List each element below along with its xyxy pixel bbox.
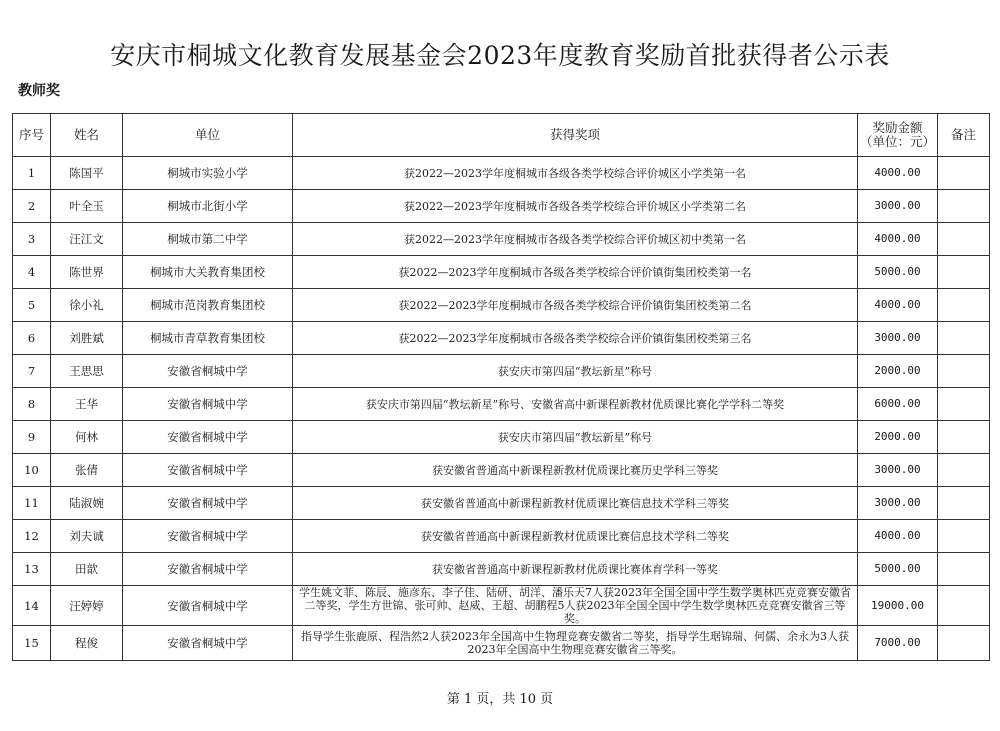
cell-seq: 2 xyxy=(13,190,51,223)
cell-seq: 3 xyxy=(13,223,51,256)
table-row xyxy=(13,553,990,586)
cell-name: 何林 xyxy=(51,421,123,454)
cell-remark xyxy=(938,487,990,520)
cell-seq: 8 xyxy=(13,388,51,421)
cell-amount: 4000.00 xyxy=(858,223,938,256)
cell-seq: 5 xyxy=(13,289,51,322)
cell-unit: 安徽省桐城中学 xyxy=(123,388,293,421)
cell-unit: 安徽省桐城中学 xyxy=(123,421,293,454)
cell-name: 田歆 xyxy=(51,553,123,586)
cell-amount: 4000.00 xyxy=(858,157,938,190)
cell-amount: 3000.00 xyxy=(858,190,938,223)
cell-award: 获2022—2023学年度桐城市各级各类学校综合评价城区初中类第一名 xyxy=(293,223,858,256)
cell-seq: 1 xyxy=(13,157,51,190)
cell-unit: 安徽省桐城中学 xyxy=(123,454,293,487)
cell-award: 获2022—2023学年度桐城市各级各类学校综合评价镇街集团校类第三名 xyxy=(293,322,858,355)
cell-seq: 14 xyxy=(13,586,51,626)
cell-remark xyxy=(938,289,990,322)
cell-award: 获安徽省普通高中新课程新教材优质课比赛信息技术学科三等奖 xyxy=(293,487,858,520)
cell-amount: 2000.00 xyxy=(858,421,938,454)
cell-amount: 3000.00 xyxy=(858,487,938,520)
cell-unit: 安徽省桐城中学 xyxy=(123,520,293,553)
table-row xyxy=(13,586,990,626)
cell-unit: 安徽省桐城中学 xyxy=(123,487,293,520)
cell-award: 获2022—2023学年度桐城市各级各类学校综合评价镇街集团校类第二名 xyxy=(293,289,858,322)
cell-remark xyxy=(938,322,990,355)
table-row xyxy=(13,421,990,454)
cell-award: 指导学生张鹿原、程浩然2人获2023年全国高中生物理竞赛安徽省二等奖，指导学生琚锦瑞、何儒、余永为3人获2023年全国高中生物理竞赛安徽省三等奖。 xyxy=(293,626,858,661)
table-row xyxy=(13,223,990,256)
cell-amount: 6000.00 xyxy=(858,388,938,421)
cell-remark xyxy=(938,520,990,553)
cell-seq: 11 xyxy=(13,487,51,520)
cell-seq: 6 xyxy=(13,322,51,355)
cell-seq: 9 xyxy=(13,421,51,454)
page-footer: 第 1 页，共 10 页 xyxy=(446,692,554,707)
cell-unit: 桐城市青草教育集团校 xyxy=(123,322,293,355)
table-row xyxy=(13,626,990,661)
table-row xyxy=(13,190,990,223)
header-remark: 备注 xyxy=(938,114,990,157)
cell-unit: 桐城市北街小学 xyxy=(123,190,293,223)
section-heading: 教师奖 xyxy=(18,83,60,99)
cell-award: 获安庆市第四届“教坛新星”称号 xyxy=(293,355,858,388)
cell-seq: 15 xyxy=(13,626,51,661)
cell-unit: 安徽省桐城中学 xyxy=(123,586,293,626)
table-header-row xyxy=(13,114,990,157)
cell-award: 获安徽省普通高中新课程新教材优质课比赛信息技术学科二等奖 xyxy=(293,520,858,553)
cell-seq: 7 xyxy=(13,355,51,388)
cell-amount: 3000.00 xyxy=(858,322,938,355)
cell-unit: 安徽省桐城中学 xyxy=(123,626,293,661)
cell-award: 获2022—2023学年度桐城市各级各类学校综合评价镇街集团校类第一名 xyxy=(293,256,858,289)
cell-name: 陆淑婉 xyxy=(51,487,123,520)
cell-award: 获2022—2023学年度桐城市各级各类学校综合评价城区小学类第二名 xyxy=(293,190,858,223)
table-row xyxy=(13,256,990,289)
cell-remark xyxy=(938,157,990,190)
cell-amount: 19000.00 xyxy=(858,586,938,626)
cell-unit: 桐城市实验小学 xyxy=(123,157,293,190)
cell-amount: 2000.00 xyxy=(858,355,938,388)
award-table xyxy=(12,113,990,661)
cell-remark xyxy=(938,421,990,454)
table-row xyxy=(13,355,990,388)
cell-amount: 4000.00 xyxy=(858,289,938,322)
cell-name: 王华 xyxy=(51,388,123,421)
cell-amount: 7000.00 xyxy=(858,626,938,661)
table-row xyxy=(13,520,990,553)
header-name: 姓名 xyxy=(51,114,123,157)
cell-remark xyxy=(938,355,990,388)
cell-name: 叶全玉 xyxy=(51,190,123,223)
cell-name: 陈世界 xyxy=(51,256,123,289)
cell-remark xyxy=(938,553,990,586)
cell-unit: 桐城市第二中学 xyxy=(123,223,293,256)
header-amount xyxy=(858,114,938,157)
cell-remark xyxy=(938,626,990,661)
cell-name: 王思思 xyxy=(51,355,123,388)
table-row xyxy=(13,322,990,355)
header-amount-line2: （单位：元） xyxy=(859,134,935,149)
cell-award: 获安庆市第四届“教坛新星”称号、安徽省高中新课程新教材优质课比赛化学学科二等奖 xyxy=(293,388,858,421)
cell-name: 汪江文 xyxy=(51,223,123,256)
cell-name: 徐小礼 xyxy=(51,289,123,322)
table-row xyxy=(13,289,990,322)
cell-remark xyxy=(938,454,990,487)
table-row xyxy=(13,454,990,487)
cell-remark xyxy=(938,256,990,289)
cell-remark xyxy=(938,586,990,626)
cell-remark xyxy=(938,223,990,256)
cell-name: 刘夫诚 xyxy=(51,520,123,553)
cell-remark xyxy=(938,388,990,421)
cell-award: 获安徽省普通高中新课程新教材优质课比赛历史学科三等奖 xyxy=(293,454,858,487)
cell-award: 学生姚文菲、陈辰、施彦东、李子佳、陆研、胡洋、潘乐天7人获2023年全国全国中学生数学奥林匹克竞赛安徽省二等奖，学生方世锦、张可帅、赵威、王超、胡鹏程5人获2023年全国全国中学生数学奥林匹克竞赛安徽省三等奖。 xyxy=(293,586,858,626)
cell-amount: 4000.00 xyxy=(858,520,938,553)
cell-seq: 13 xyxy=(13,553,51,586)
header-award: 获得奖项 xyxy=(293,114,858,157)
cell-name: 陈国平 xyxy=(51,157,123,190)
cell-seq: 4 xyxy=(13,256,51,289)
cell-name: 汪婷婷 xyxy=(51,586,123,626)
cell-remark xyxy=(938,190,990,223)
cell-award: 获安徽省普通高中新课程新教材优质课比赛体育学科一等奖 xyxy=(293,553,858,586)
cell-unit: 桐城市范岗教育集团校 xyxy=(123,289,293,322)
page-title: 安庆市桐城文化教育发展基金会2023年度教育奖励首批获得者公示表 xyxy=(110,41,890,70)
cell-name: 刘胜斌 xyxy=(51,322,123,355)
table-row xyxy=(13,487,990,520)
header-seq: 序号 xyxy=(13,114,51,157)
cell-amount: 5000.00 xyxy=(858,256,938,289)
table-body xyxy=(13,157,990,661)
table-row xyxy=(13,388,990,421)
cell-unit: 安徽省桐城中学 xyxy=(123,553,293,586)
cell-award: 获2022—2023学年度桐城市各级各类学校综合评价城区小学类第一名 xyxy=(293,157,858,190)
cell-amount: 3000.00 xyxy=(858,454,938,487)
header-unit: 单位 xyxy=(123,114,293,157)
cell-name: 程俊 xyxy=(51,626,123,661)
header-amount-line1: 奖励金额 xyxy=(872,120,923,135)
cell-amount: 5000.00 xyxy=(858,553,938,586)
cell-seq: 12 xyxy=(13,520,51,553)
table-row xyxy=(13,157,990,190)
cell-award: 获安庆市第四届“教坛新星”称号 xyxy=(293,421,858,454)
cell-name: 张倩 xyxy=(51,454,123,487)
cell-seq: 10 xyxy=(13,454,51,487)
cell-unit: 桐城市大关教育集团校 xyxy=(123,256,293,289)
cell-unit: 安徽省桐城中学 xyxy=(123,355,293,388)
